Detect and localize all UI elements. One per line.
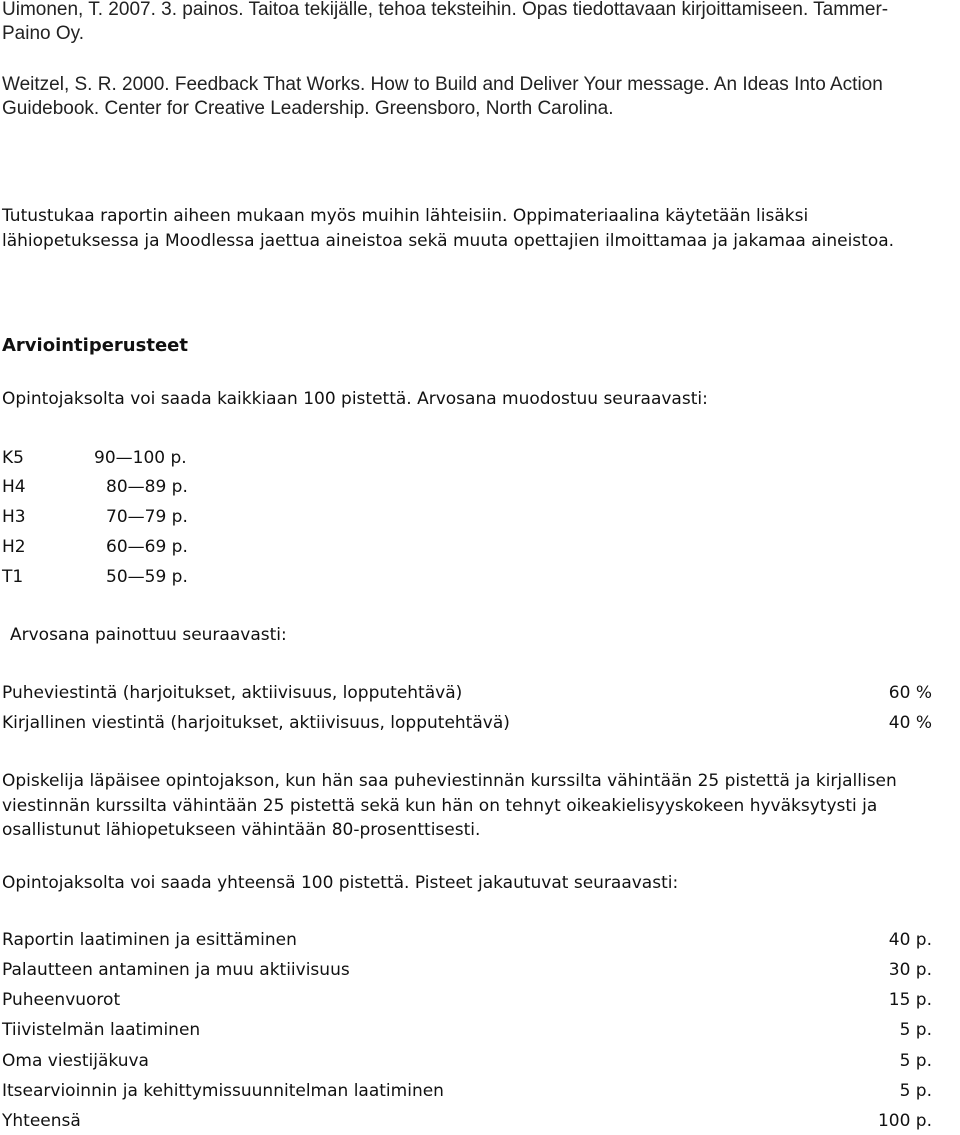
points-lead: Opintojaksolta voi saada yhteensä 100 pistettä. Pisteet jakautuvat seuraavasti: bbox=[2, 873, 679, 893]
points-label: Palautteen antaminen ja muu aktiivisuus bbox=[2, 960, 350, 980]
grade-range: 80—89 p. bbox=[106, 477, 188, 497]
grade-row bbox=[2, 475, 188, 499]
grade-row bbox=[2, 565, 188, 589]
grade-row bbox=[2, 446, 187, 470]
grade-range: 90—100 p. bbox=[94, 448, 187, 468]
reference-uimonen-line1: Uimonen, T. 2007. 3. painos. Taitoa tekijälle, tehoa teksteihin. Opas tiedottavaan kirjoittamiseen. Tammer- bbox=[2, 0, 889, 20]
points-row bbox=[2, 1049, 932, 1073]
pass-criteria-line-2: viestinnän kurssilta vähintään 25 pistettä sekä kun hän on tehnyt oikeakielisyyskokeen hyväksytysti ja bbox=[2, 796, 878, 816]
reference-uimonen-line2: Paino Oy. bbox=[2, 23, 85, 44]
grade-row bbox=[2, 505, 188, 529]
points-row bbox=[2, 958, 932, 982]
points-label: Raportin laatiminen ja esittäminen bbox=[2, 930, 297, 950]
points-value: 30 p. bbox=[888, 960, 932, 980]
pass-criteria-line-3: osallistunut lähiopetukseen vähintään 80-prosenttisesti. bbox=[2, 820, 481, 840]
points-value: 5 p. bbox=[899, 1020, 932, 1040]
points-value: 5 p. bbox=[899, 1081, 932, 1101]
intro-line-1: Tutustukaa raportin aiheen mukaan myös muihin lähteisiin. Oppimateriaalina käytetään lisäksi bbox=[2, 206, 809, 226]
points-row bbox=[2, 1079, 932, 1103]
points-row bbox=[2, 1018, 932, 1042]
grade-range: 50—59 p. bbox=[106, 567, 188, 587]
reference-weitzel-line2: Guidebook. Center for Creative Leadership. Greensboro, North Carolina. bbox=[2, 98, 614, 119]
points-row bbox=[2, 928, 932, 952]
points-label: Itsearvioinnin ja kehittymissuunnitelman laatiminen bbox=[2, 1081, 444, 1101]
weight-value: 60 % bbox=[888, 683, 932, 703]
points-value: 100 p. bbox=[877, 1111, 932, 1131]
weight-label: Puheviestintä (harjoitukset, aktiivisuus, lopputehtävä) bbox=[2, 683, 463, 703]
grade-row bbox=[2, 535, 188, 559]
points-value: 40 p. bbox=[888, 930, 932, 950]
weight-row bbox=[2, 711, 932, 735]
intro-line-2: lähiopetuksessa ja Moodlessa jaettua aineistoa sekä muuta opettajien ilmoittamaa ja jakamaa aineistoa. bbox=[2, 231, 895, 251]
grade-code: H3 bbox=[2, 507, 26, 527]
grade-code: H4 bbox=[2, 477, 26, 497]
grade-code: H2 bbox=[2, 537, 26, 557]
pass-criteria-line-1: Opiskelija läpäisee opintojakson, kun hän saa puheviestinnän kurssilta vähintään 25 pistettä ja kirjallisen bbox=[2, 771, 897, 791]
assessment-lead: Opintojaksolta voi saada kaikkiaan 100 pistettä. Arvosana muodostuu seuraavasti: bbox=[2, 389, 708, 409]
points-label: Tiivistelmän laatiminen bbox=[2, 1020, 201, 1040]
points-value: 5 p. bbox=[899, 1051, 932, 1071]
weight-row bbox=[2, 681, 932, 705]
weight-value: 40 % bbox=[888, 713, 932, 733]
section-heading-arviointiperusteet: Arviointiperusteet bbox=[2, 335, 188, 356]
grade-code: K5 bbox=[2, 448, 24, 468]
weight-label: Kirjallinen viestintä (harjoitukset, aktiivisuus, lopputehtävä) bbox=[2, 713, 510, 733]
grade-range: 70—79 p. bbox=[106, 507, 188, 527]
grade-code: T1 bbox=[2, 567, 24, 587]
reference-weitzel-line1: Weitzel, S. R. 2000. Feedback That Works. How to Build and Deliver Your message. An Ideas Into Action bbox=[2, 74, 883, 95]
points-label: Puheenvuorot bbox=[2, 990, 121, 1010]
points-row bbox=[2, 988, 932, 1012]
weighting-lead: Arvosana painottuu seuraavasti: bbox=[10, 625, 287, 645]
points-label: Yhteensä bbox=[2, 1111, 81, 1131]
points-value: 15 p. bbox=[888, 990, 932, 1010]
points-row bbox=[2, 1109, 932, 1133]
points-label: Oma viestijäkuva bbox=[2, 1051, 149, 1071]
grade-range: 60—69 p. bbox=[106, 537, 188, 557]
